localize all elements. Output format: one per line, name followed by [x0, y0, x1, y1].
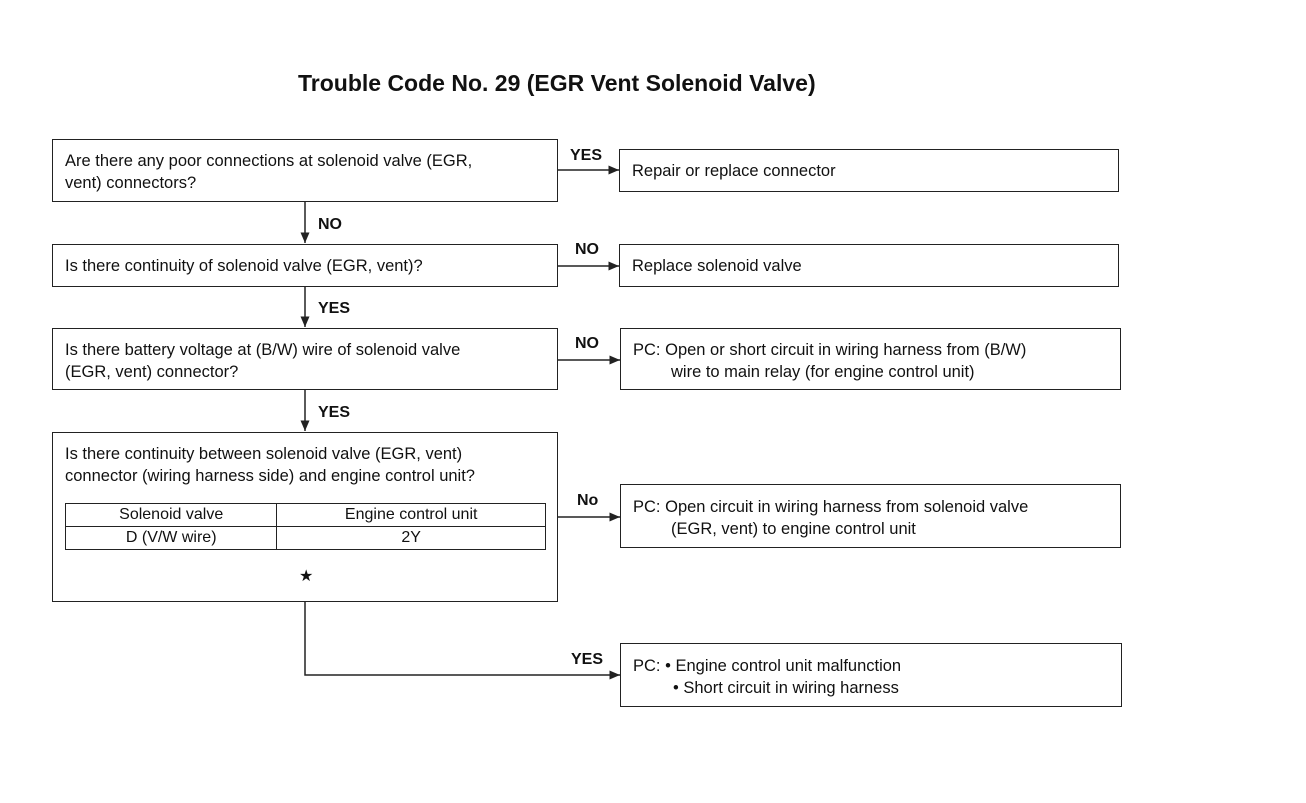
question-box-3: [52, 328, 558, 390]
question-box-4: [52, 432, 558, 602]
table-cell: D (V/W wire): [66, 527, 277, 550]
question-4-line1: Is there continuity between solenoid valve (EGR, vent): [65, 445, 463, 463]
question-3-line2: (EGR, vent) connector?: [65, 363, 239, 381]
result-5-line2: • Short circuit in wiring harness: [673, 679, 899, 697]
table-header-cell: Solenoid valve: [66, 504, 277, 527]
result-box-3: [620, 328, 1121, 390]
result-4-line1: Open circuit in wiring harness from solenoid valve: [665, 498, 1029, 516]
result-box-2: [619, 244, 1119, 287]
table-row: [66, 527, 546, 550]
result-3-line2: wire to main relay (for engine control unit): [671, 363, 975, 381]
result-3-line1: Open or short circuit in wiring harness from (B/W): [665, 341, 1027, 359]
branch-label-q1-yes: YES: [570, 147, 603, 164]
page-title: Trouble Code No. 29 (EGR Vent Solenoid Valve): [298, 70, 816, 96]
question-4-line2: connector (wiring harness side) and engine control unit?: [65, 467, 475, 485]
connector-table: [65, 503, 546, 550]
table-header-row: [66, 504, 546, 527]
result-2-line1: Replace solenoid valve: [632, 257, 802, 275]
branch-label-q4-no: No: [577, 492, 599, 509]
question-3-line1: Is there battery voltage at (B/W) wire of solenoid valve: [65, 341, 461, 359]
question-box-1: [52, 139, 558, 202]
table-cell: 2Y: [277, 527, 546, 550]
branch-label-q3-no: NO: [575, 335, 599, 352]
question-1-line2: vent) connectors?: [65, 174, 197, 192]
question-2-line1: Is there continuity of solenoid valve (EGR, vent)?: [65, 257, 423, 275]
branch-label-q2-no: NO: [575, 241, 599, 258]
result-box-1: [619, 149, 1119, 192]
branch-label-q2-yes: YES: [318, 300, 351, 317]
result-4-line2: (EGR, vent) to engine control unit: [671, 520, 916, 538]
result-box-4: [620, 484, 1121, 548]
result-3-prefix: PC:: [633, 341, 661, 359]
result-3-row1: [633, 339, 1112, 361]
result-5-prefix: PC:: [633, 657, 661, 675]
question-1-line1: Are there any poor connections at solenoid valve (EGR,: [65, 152, 473, 170]
branch-label-q3-yes: YES: [318, 404, 351, 421]
result-4-row1: [633, 496, 1112, 518]
branch-label-q1-no: NO: [318, 216, 342, 233]
star-icon: ★: [299, 568, 314, 585]
result-4-prefix: PC:: [633, 498, 661, 516]
branch-label-q4-yes: YES: [571, 651, 604, 668]
table-header-cell: Engine control unit: [277, 504, 546, 527]
result-5-row1: [633, 655, 1113, 677]
result-box-5: [620, 643, 1122, 707]
result-5-line1: • Engine control unit malfunction: [665, 657, 902, 675]
result-1-line1: Repair or replace connector: [632, 162, 836, 180]
question-box-2: [52, 244, 558, 287]
